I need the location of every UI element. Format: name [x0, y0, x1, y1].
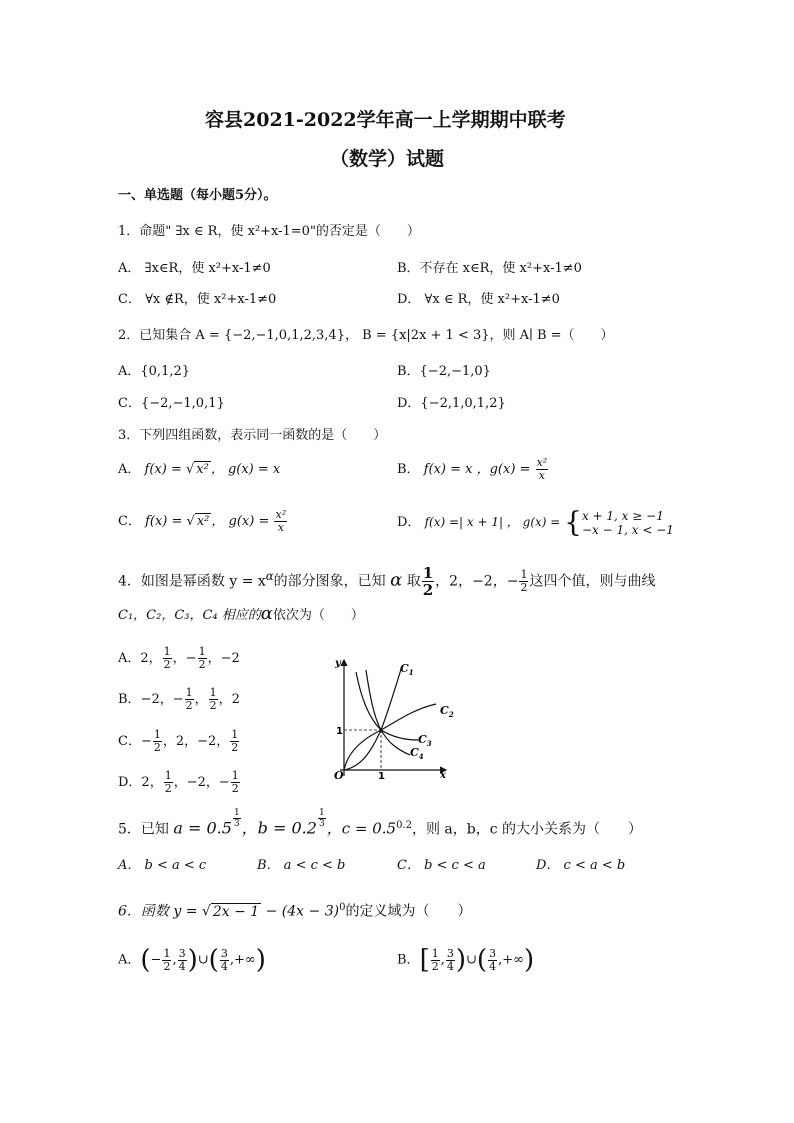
q1-stem: 1．命题" ∃x ∈ R，使 x²+x-1=0"的否定是（ ）	[118, 224, 420, 239]
axis-y-label: y	[335, 658, 341, 669]
q5-option-a: A． b < a < c	[118, 858, 207, 873]
exam-subtitle: （数学）试题	[330, 148, 445, 170]
q6-stem-a: 6．函数 y =	[118, 903, 202, 920]
q4-stem2-b: 依次为（ ）	[272, 608, 364, 623]
q5-option-c: C． b < c < a	[397, 858, 486, 873]
q4-stem-f: 这四个值，则与曲线	[529, 573, 656, 590]
q5-stem	[118, 808, 642, 848]
q4-option-d: D．2， $\frac{1}{2}$ ，−2，− $\frac{1}{2}$	[118, 769, 239, 795]
q2-stem	[118, 328, 614, 344]
q6-stem-b: − (4x − 3)	[261, 903, 340, 920]
q6-option-b: B．[ $\frac{1}{2}$ , $\frac{3}{4}$ )∪( $\frac{3}{4}$ ,+∞)	[397, 945, 535, 975]
q3-a-sqrt: x²	[196, 462, 209, 477]
q3-stem: 3．下列四组函数，表示同一函数的是（ ）	[118, 428, 387, 443]
q3-option-a: A． f(x) = √ x² ， g(x) = x	[118, 462, 281, 477]
q5-option-b: B． a < c < b	[257, 858, 346, 873]
q3-a-label: A．	[118, 462, 141, 477]
q3-option-b	[397, 454, 549, 486]
q3-b-f: f(x) = x ，g(x) =	[423, 462, 535, 477]
exam-title: 容县2021-2022学年高一上学期期中联考	[205, 109, 566, 131]
q4-alpha-2: α	[260, 603, 273, 624]
q6-exp: 0	[339, 902, 346, 913]
section-heading: 一、单选题（每小题5分）。	[118, 188, 277, 203]
q4-alpha: α	[390, 569, 403, 591]
q5-option-d: D． c < a < b	[536, 858, 626, 873]
q1-option-a: A． ∃x∈R，使 x²+x-1≠0	[118, 261, 271, 276]
q5-a-exp: $\frac{1}{3}$	[233, 808, 240, 829]
q1-option-c: C． ∀x ∉R，使 x²+x-1≠0	[118, 292, 277, 307]
q3-b-frac: $\frac{\text{x²}}{x}$	[536, 456, 548, 482]
q4-stem-line2	[118, 603, 364, 624]
q1-option-b: B．不存在 x∈R，使 x²+x-1≠0	[397, 261, 582, 276]
label-c2: $C_2$	[440, 704, 454, 719]
q5-c-exp: 0.2	[396, 820, 412, 831]
label-c4: $C_4$	[410, 746, 424, 761]
q2-stem-a: 2．已知集合 A = {−2,−1,0,1,2,3,4}，	[118, 328, 358, 343]
q1-option-d: D． ∀x ∈ R，使 x²+x-1≠0	[397, 292, 560, 307]
q2-option-d: D．{−2,1,0,1,2}	[397, 396, 506, 411]
curve-c1	[344, 666, 402, 770]
q5-stem-a: 5．已知	[118, 821, 169, 838]
q4-option-c: C．− $\frac{1}{2}$ ，2，−2， $\frac{1}{2}$	[118, 728, 239, 754]
q4-stem-e: ，2，−2，−	[435, 573, 519, 590]
q3-a-g: ， g(x) = x	[210, 462, 281, 477]
q5-b: ，b = 0.2	[241, 818, 317, 838]
q4-stem-b: 的部分图象，已知	[273, 573, 386, 590]
label-c3: $C_3$	[418, 733, 432, 748]
q3-c-sqrt: x²	[196, 514, 210, 529]
q4-alpha-sup: α	[265, 569, 274, 583]
q6-option-a: A．(− $\frac{1}{2}$ , $\frac{3}{4}$ )∪( $\frac{3}{4}$ ,+∞)	[118, 945, 266, 975]
q5-stem-b: ，则 a，b，c 的大小关系为（ ）	[411, 821, 643, 838]
q3-d-piecewise: x + 1, x ≥ −1 −x − 1, x < −1	[581, 508, 674, 537]
q3-c-f: f(x) =	[145, 514, 187, 529]
q3-option-d: D． f(x) =| x + 1| ， g(x) = { x + 1, x ≥ −1 −x − 1, x < −1	[397, 505, 674, 539]
q2-option-c: C．{−2,−1,0,1}	[118, 396, 225, 411]
power-function-graph	[326, 652, 466, 782]
axis-x-label: x	[440, 770, 446, 781]
q3-c-g: ， g(x) =	[211, 514, 274, 529]
q4-stem	[118, 560, 655, 598]
q4-stem2: C₁，C₂，C₃，C₄ 相应的	[118, 608, 261, 623]
origin-label: O	[334, 769, 344, 782]
q6-stem: 6．函数 y = √ $2x - 1 - (4x - 3)^0$的定义域为（ ）	[118, 902, 472, 920]
q4-neg-half: $\frac{1}{2}$	[520, 568, 528, 595]
q4-option-b: B．−2，− $\frac{1}{2}$ ， $\frac{1}{2}$ ，2	[118, 686, 240, 712]
q5-b-exp: $\frac{1}{3}$	[318, 808, 325, 829]
label-c1: $C_1$	[400, 662, 414, 677]
q6-stem-c: 的定义域为（ ）	[345, 903, 472, 920]
q5-a: a = 0.5	[173, 818, 232, 838]
q3-b-label: B．	[397, 462, 420, 477]
q3-c-label: C．	[118, 514, 141, 529]
tick-y-1: 1	[336, 726, 343, 737]
tick-x-1: 1	[378, 771, 385, 782]
q2-option-a: A．{0,1,2}	[118, 364, 191, 379]
q3-d-label: D．	[397, 515, 421, 530]
q2-option-b: B．{−2,−1,0}	[397, 364, 491, 379]
q4-half: $\frac{1}{2}$	[422, 564, 434, 600]
q3-a-f: f(x) =	[144, 462, 186, 477]
q2-stem-b: B = {x|2x + 1 < 3}，则 A∣ B =（ ）	[362, 328, 614, 343]
q4-option-a: A．2， $\frac{1}{2}$ ，− $\frac{1}{2}$ ，−2	[118, 645, 240, 671]
q3-option-c: C． f(x) = √ x² ， g(x) = $\frac{\text{x²}}{x}$	[118, 508, 287, 534]
q4-stem-d: 取	[406, 573, 421, 590]
q4-stem-a: 4．如图是幂函数 y = x	[118, 573, 266, 590]
q3-c-frac: $\frac{\text{x²}}{x}$	[275, 508, 287, 534]
curve-c4	[366, 670, 410, 755]
q3-d-f: f(x) =| x + 1| ， g(x) =	[424, 515, 565, 529]
q6-sqrt: 2x − 1	[212, 903, 260, 920]
q5-c: ，c = 0.5	[326, 819, 397, 838]
